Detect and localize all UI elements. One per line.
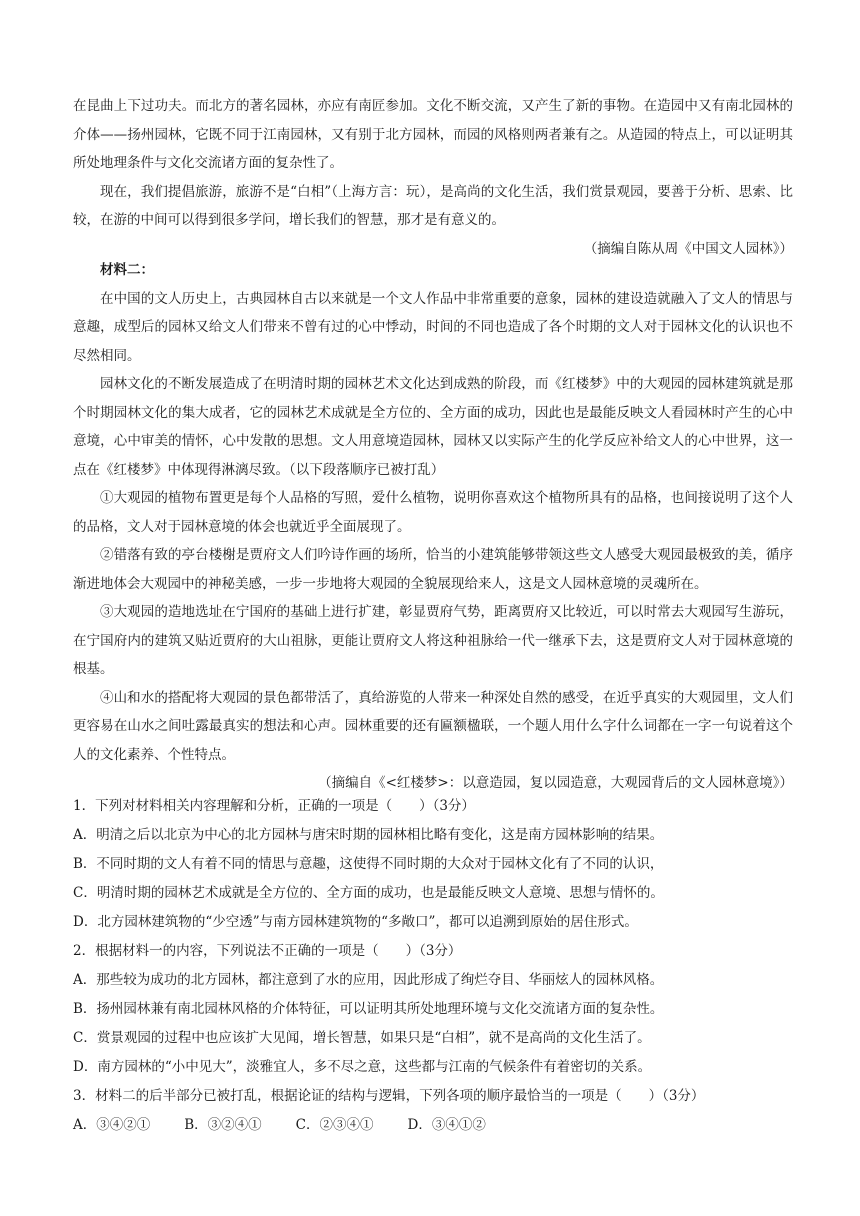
question-3-option-d: D．③④①② — [407, 1117, 486, 1133]
material-two-paragraph: 在中国的文人历史上，古典园林自古以来就是一个文人作品中非常重要的意象，园林的建设造就融入了文人的情思与意趣，成型后的园林又给文人们带来不曾有过的心中悸动，时间的不同也造成了各个时期的文人对于园林文化的认识也不尽然相同。 — [73, 290, 793, 364]
question-3-stem: 3．材料二的后半部分已被打乱，根据论证的结构与逻辑，下列各项的顺序最恰当的一项是（ ）（3分） — [73, 1088, 705, 1104]
question-3-option-b: B．③②④① — [184, 1117, 262, 1133]
question-3-options — [73, 1111, 793, 1140]
material-one-tail — [73, 92, 793, 263]
question-1-option-c: C．明清时期的园林艺术成就是全方位的、全方面的成功，也是最能反映文人意境、思想与情怀的。 — [73, 885, 664, 901]
question-1-option-d: D．北方园林建筑物的“少空透”与南方园林建筑物的“多敞口”，都可以追溯到原始的居住形式。 — [73, 914, 638, 930]
question-3-option-a: A．③④②① — [73, 1117, 151, 1133]
questions — [73, 792, 793, 1140]
material-two-heading: 材料二： — [100, 262, 154, 278]
material-two-source: （摘编自《<红楼梦>：以意造园，复以园造意，大观园背后的文人园林意境》） — [318, 775, 793, 791]
question-1-option-a: A．明清之后以北京为中心的北方园林与唐宋时期的园林相比略有变化，这是南方园林影响的结果。 — [73, 827, 664, 843]
question-2-stem: 2．根据材料一的内容，下列说法不正确的一项是（ ）（3分） — [73, 943, 462, 959]
material-one-source: （摘编自陈从周《中国文人园林》） — [583, 240, 793, 257]
question-2-option-b: B．扬州园林兼有南北园林风格的介体特征，可以证明其所处地理环境与文化交流诸方面的复杂性。 — [73, 1001, 664, 1017]
material-two-paragraph-2: ②错落有致的亭台楼榭是贾府文人们吟诗作画的场所，恰当的小建筑能够带领这些文人感受大观园最极致的美，循序渐进地体会大观园中的神秘美感，一步一步地将大观园的全貌展现给来人，这是文人园林意境的灵魂所在。 — [73, 547, 793, 592]
question-2-option-c: C．赏景观园的过程中也应该扩大见闻，增长智慧，如果只是“白相”，就不是高尚的文化生活了。 — [73, 1030, 651, 1046]
material-two-paragraph: 园林文化的不断发展造成了在明清时期的园林艺术文化达到成熟的阶段，而《红楼梦》中的大观园的园林建筑就是那个时期园林文化的集大成者，它的园林艺术成就是全方位的、全方面的成功，因此也是最能反映文人看园林时产生的心中意境，心中审美的情怀，心中发散的思想。文人用意境造园林，园林又以实际产生的化学反应补给文人的心中世界，这一点在《红楼梦》中体现得淋漓尽致。（以下段落顺序已被打乱） — [73, 376, 793, 478]
material-two-paragraph-1: ①大观园的植物布置更是每个人品格的写照，爱什么植物，说明你喜欢这个植物所具有的品格，也间接说明了这个人的品格，文人对于园林意境的体会也就近乎全面展现了。 — [73, 490, 793, 535]
question-1-stem: 1．下列对材料相关内容理解和分析，正确的一项是（ ）（3分） — [73, 798, 475, 814]
material-two-paragraph-4: ④山和水的搭配将大观园的景色都带活了，真给游览的人带来一种深处自然的感受，在近乎真实的大观园里，文人们更容易在山水之间吐露最真实的想法和心声。园林重要的还有匾额楹联，一个题人用什么字什么词都在一字一句说着这个人的文化素养、个性特点。 — [73, 689, 793, 763]
question-3-option-c: C．②③④① — [295, 1117, 374, 1133]
question-2-option-d: D．南方园林的“小中见大”，淡雅宜人，多不尽之意，这些都与江南的气候条件有着密切的关系。 — [73, 1059, 652, 1075]
material-one-paragraph: 在昆曲上下过功夫。而北方的著名园林，亦应有南匠参加。文化不断交流，又产生了新的事物。在造园中又有南北园林的介体——扬州园林，它既不同于江南园林，又有别于北方园林，而园的风格则两者兼有之。从造园的特点上，可以证明其所处地理条件与文化交流诸方面的复杂性了。 — [73, 98, 793, 171]
question-2-option-a: A．那些较为成功的北方园林，都注意到了水的应用，因此形成了绚烂夺目、华丽炫人的园林风格。 — [73, 972, 664, 988]
material-two — [73, 256, 793, 798]
material-two-paragraph-3: ③大观园的造地选址在宁国府的基础上进行扩建，彰显贾府气势，距离贾府又比较近，可以时常去大观园写生游玩，在宁国府内的建筑又贴近贾府的大山祖脉，更能让贾府文人将这种祖脉给一代一继承下去，这是贾府文人对于园林意境的根基。 — [73, 604, 793, 677]
question-1-option-b: B．不同时期的文人有着不同的情思与意趣，这使得不同时期的大众对于园林文化有了不同的认识， — [73, 856, 664, 872]
material-one-paragraph: 现在，我们提倡旅游，旅游不是“白相”（上海方言：玩），是高尚的文化生活，我们赏景观园，要善于分析、思索、比较，在游的中间可以得到很多学问，增长我们的智慧，那才是有意义的。 — [73, 183, 793, 228]
